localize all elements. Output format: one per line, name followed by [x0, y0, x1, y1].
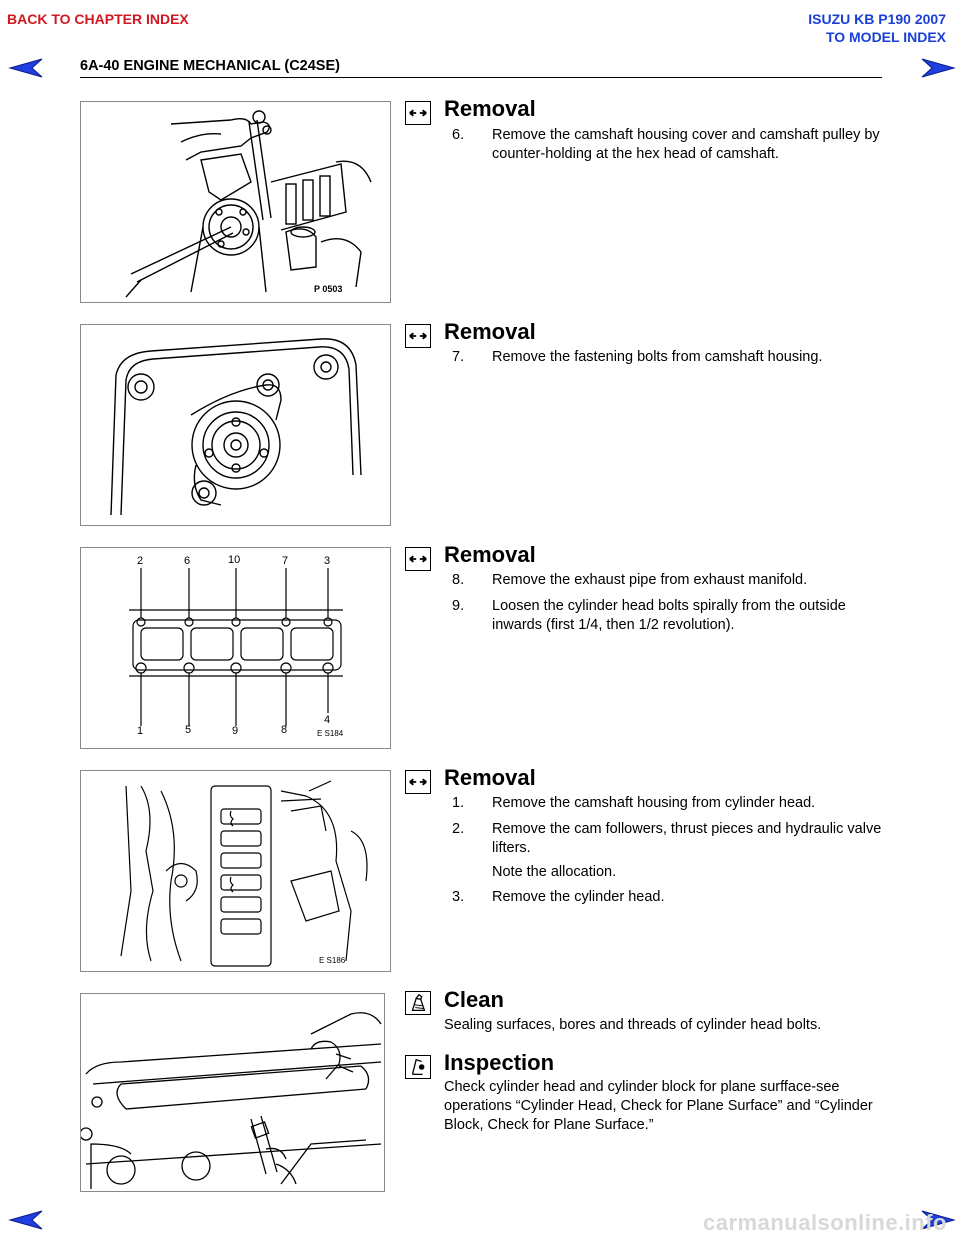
list-item — [452, 348, 892, 367]
list-item — [452, 794, 892, 813]
section-title: Removal — [444, 765, 536, 790]
next-page-arrow-icon[interactable] — [920, 56, 956, 80]
bolt-number: 3 — [324, 555, 331, 567]
list-item — [452, 888, 892, 907]
item-text: Remove the cylinder head. — [492, 889, 665, 905]
clean-title: Clean — [444, 987, 504, 1012]
inspection-text: Check cylinder head and cylinder block for plane surfface-see operations “Cylinder Head, Check for Plane Surface” and “Cylinder Block, Check for Plane Surface.” — [444, 1079, 873, 1133]
camshaft-pulley-drawing — [81, 102, 390, 302]
camshaft-housing-removal-drawing — [81, 771, 390, 971]
item-text: Note the allocation. — [492, 864, 617, 880]
prev-page-arrow-icon[interactable] — [8, 56, 44, 80]
figure-label: E S186 — [319, 956, 346, 965]
item-text: Loosen the cylinder head bolts spirally from the outside inwards (first 1/4, then 1/2 revolution). — [492, 598, 846, 633]
list-item — [452, 820, 892, 858]
bolt-sequence-drawing — [81, 548, 390, 748]
header-rule — [80, 77, 882, 78]
item-text: Remove the exhaust pipe from exhaust manifold. — [492, 572, 808, 588]
camshaft-housing-drawing — [81, 325, 390, 525]
clean-icon — [405, 991, 431, 1015]
item-number: 2. — [452, 821, 465, 837]
back-to-chapter-index-link[interactable]: BACK TO CHAPTER INDEX — [7, 11, 189, 27]
item-text: Remove the camshaft housing cover and camshaft pulley by counter-holding at the hex head of camshaft. — [492, 127, 880, 162]
bolt-number: 4 — [324, 714, 331, 726]
figure-label: P 0503 — [314, 284, 343, 294]
page-header-title: 6A-40 ENGINE MECHANICAL (C24SE) — [80, 58, 340, 74]
section-title: Removal — [444, 319, 536, 344]
item-text: Remove the camshaft housing from cylinder head. — [492, 795, 816, 811]
clean-text: Sealing surfaces, bores and threads of cylinder head bolts. — [444, 1017, 822, 1033]
list-item — [452, 571, 892, 590]
watermark: carmanualsonline.info — [703, 1210, 947, 1235]
bolt-number: 6 — [184, 555, 191, 567]
section-title: Removal — [444, 542, 536, 567]
section-title: Removal — [444, 96, 536, 121]
figure-plane-surface-check — [80, 993, 385, 1192]
item-number: 3. — [452, 889, 465, 905]
list-item-note — [452, 863, 892, 882]
bolt-number: 10 — [228, 554, 241, 566]
item-number: 9. — [452, 598, 465, 614]
list-item — [452, 597, 892, 635]
figure-label: E S184 — [317, 729, 344, 738]
item-number: 8. — [452, 572, 465, 588]
removal-icon — [405, 547, 431, 571]
item-number: 7. — [452, 349, 465, 365]
inspection-title: Inspection — [444, 1050, 555, 1075]
model-title-link[interactable]: ISUZU KB P190 2007 — [808, 11, 946, 27]
bolt-number: 7 — [282, 555, 289, 567]
figure-camshaft-pulley — [80, 101, 391, 303]
figure-camshaft-housing-bolts — [80, 324, 391, 526]
item-text: Remove the cam followers, thrust pieces and hydraulic valve lifters. — [492, 821, 882, 856]
figure-head-bolt-sequence — [80, 547, 391, 749]
prev-page-arrow-icon[interactable] — [8, 1208, 44, 1232]
bolt-number: 1 — [137, 725, 144, 737]
inspection-icon — [405, 1055, 431, 1079]
bolt-number: 9 — [232, 725, 239, 737]
plane-surface-check-drawing — [81, 994, 384, 1191]
list-item — [452, 126, 892, 164]
item-number: 1. — [452, 795, 465, 811]
item-number: 6. — [452, 127, 465, 143]
removal-icon — [405, 770, 431, 794]
removal-icon — [405, 101, 431, 125]
bolt-number: 2 — [137, 555, 144, 567]
item-text: Remove the fastening bolts from camshaft housing. — [492, 349, 823, 365]
removal-icon — [405, 324, 431, 348]
to-model-index-link[interactable]: TO MODEL INDEX — [825, 29, 946, 45]
bolt-number: 8 — [281, 724, 288, 736]
bolt-number: 5 — [185, 724, 192, 736]
figure-camshaft-housing-removal — [80, 770, 391, 972]
